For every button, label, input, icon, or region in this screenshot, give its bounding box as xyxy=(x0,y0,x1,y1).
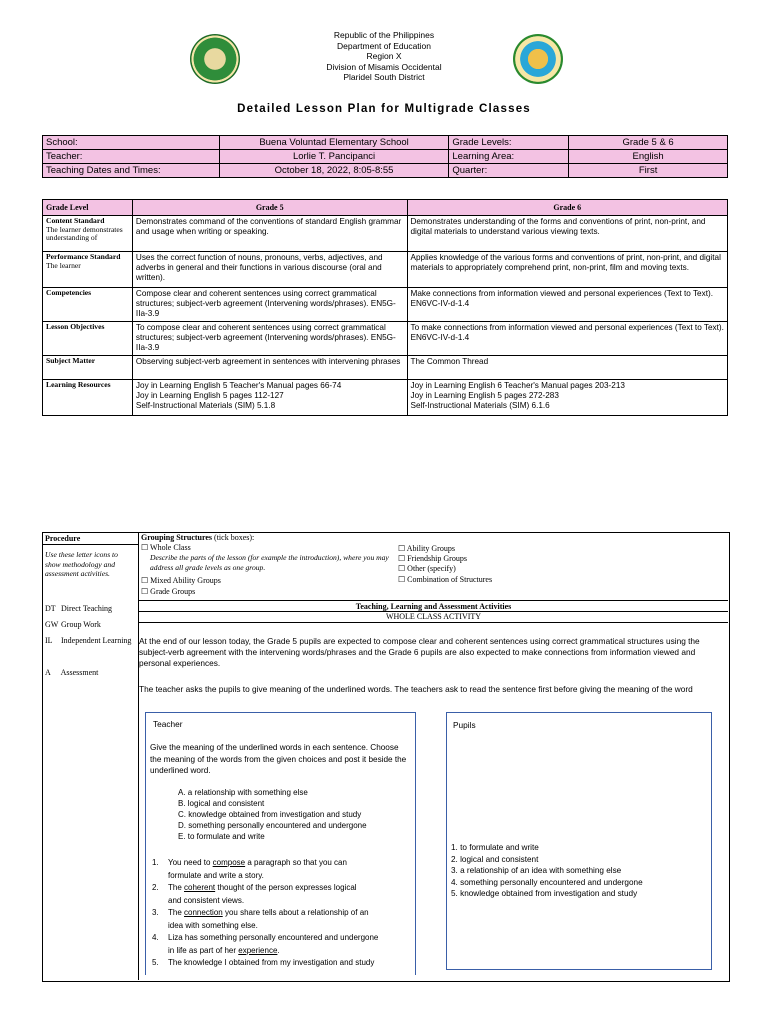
teacher-instructions: Give the meaning of the underlined words in each sentence. Choose the meaning of the words from the given choices and post it beside the underlined word. xyxy=(150,743,407,775)
choice-item: A. a relationship with something else xyxy=(178,788,308,797)
procedure-sidebar xyxy=(42,532,139,980)
row-label: Lesson Objectives xyxy=(43,322,133,356)
table-row xyxy=(43,216,728,252)
quarter-value: First xyxy=(569,164,728,178)
teacher-value: Lorlie T. Pancipanci xyxy=(219,150,449,164)
header-line: Division of Misamis Occidental xyxy=(326,61,442,72)
table-row xyxy=(43,288,728,322)
grade5-cell: Observing subject-verb agreement in sentences with intervening phrases xyxy=(132,356,407,380)
answer-item: 5. knowledge obtained from investigation and study xyxy=(451,889,638,898)
list-item: 4. Liza has something personally encountered and undergone xyxy=(152,933,379,942)
grade6-cell: Demonstrates understanding of the forms and conventions of print, non-print, and digital materials to understand various viewing texts. xyxy=(407,216,728,252)
learning-area-value: English xyxy=(569,150,728,164)
row-label: Learning Resources xyxy=(43,380,133,416)
list-item: 5. The knowledge I obtained from my investigation and study xyxy=(152,958,375,967)
document-title: Detailed Lesson Plan for Multigrade Classes xyxy=(237,103,531,115)
header-line: Republic of the Philippines xyxy=(333,30,435,40)
table-row xyxy=(43,252,728,288)
list-item-continuation: formulate and write a story. xyxy=(168,870,264,880)
choice-item: E. to formulate and write xyxy=(178,832,265,841)
school-label: School: xyxy=(43,136,220,150)
procedure-title: Procedure xyxy=(45,534,81,543)
table-row xyxy=(43,380,728,416)
divider xyxy=(138,622,728,623)
choice-item: B. logical and consistent xyxy=(178,799,265,808)
list-item: 2. The coherent thought of the person expresses logical xyxy=(152,883,357,892)
header-line: Region X xyxy=(366,51,402,61)
grade-levels-value: Grade 5 & 6 xyxy=(569,136,728,150)
sentence-list xyxy=(152,857,414,973)
divider xyxy=(42,544,138,545)
dates-label: Teaching Dates and Times: xyxy=(43,164,220,178)
grade5-cell: Compose clear and coherent sentences using correct grammatical structures; subject-verb agreement (Intervening words/phrases). EN5G-IIa-3.9 xyxy=(132,288,407,322)
checkbox-ability-groups[interactable]: ☐ Ability Groups xyxy=(398,544,455,553)
pupils-answers xyxy=(451,842,707,900)
legend-group-work: GW Group Work xyxy=(45,620,101,629)
procedure-note: Use these letter icons to show methodology and assessment activities. xyxy=(45,550,118,578)
header-line: Department of Education xyxy=(336,40,432,51)
grade6-header: Grade 6 xyxy=(407,200,728,216)
table-row xyxy=(43,136,728,150)
grade-standards-table xyxy=(42,199,728,416)
school-info-table xyxy=(42,135,728,178)
row-label: Subject Matter xyxy=(43,356,133,380)
table-row xyxy=(43,164,728,178)
list-item: 1. You need to compose a paragraph so that you can xyxy=(152,858,347,867)
instruction-paragraph: The teacher asks the pupils to give meaning of the underlined words. The teachers ask to read the sentence first before giving the meaning of the word xyxy=(139,684,693,694)
row-label: Competencies xyxy=(43,288,133,322)
row-label: Performance Standard The learner xyxy=(43,252,133,288)
document-header xyxy=(250,30,518,83)
dates-value: October 18, 2022, 8:05-8:55 xyxy=(219,164,449,178)
lesson-intro-paragraph: At the end of our lesson today, the Grade 5 pupils are expected to compose clear and coherent sentences using correct grammatical structures using the subject-verb agreement with the intervening words/phrases and the Grade 6 pupils are also expected to make connections from information viewed and personal experiences. xyxy=(139,636,700,668)
checkbox-whole-class[interactable]: ☐ Whole Class xyxy=(141,543,191,552)
teacher-panel-heading: Teacher xyxy=(153,719,183,729)
pupils-panel xyxy=(446,712,712,970)
grade-levels-label: Grade Levels: xyxy=(449,136,569,150)
grade5-cell: Joy in Learning English 5 Teacher's Manual pages 66-74 Joy in Learning English 5 pages 112-127 Self-Instructional Materials (SIM) 5.1.8 xyxy=(132,380,407,416)
grade6-cell: Joy in Learning English 6 Teacher's Manual pages 203-213 Joy in Learning English 5 pages 272-283 Self-Instructional Materials (SIM) 6.1.6 xyxy=(407,380,728,416)
divider xyxy=(138,600,728,601)
grade6-cell: To make connections from information viewed and personal experiences (Text to Text). EN6VC-IV-d-1.4 xyxy=(407,322,728,356)
choices-list xyxy=(178,787,367,842)
whole-class-description: Describe the parts of the lesson (for example the introduction), where you may address all grade levels as one group. xyxy=(150,553,389,572)
table-header-row xyxy=(43,200,728,216)
whole-class-activity-heading: WHOLE CLASS ACTIVITY xyxy=(385,612,482,621)
legend-direct-teaching: DT Direct Teaching xyxy=(45,604,113,613)
list-item-continuation: and consistent views. xyxy=(168,895,245,905)
grade5-header: Grade 5 xyxy=(132,200,407,216)
answer-item: 3. a relationship of an idea with something else xyxy=(451,866,622,875)
grade6-cell: Applies knowledge of the various forms and conventions of print, non-print, and digital materials to appropriately comprehend print, non-print, film and moving texts. xyxy=(407,252,728,288)
answer-item: 4. something personally encountered and undergone xyxy=(451,877,643,887)
deped-division-seal-logo xyxy=(513,34,563,84)
list-item-continuation: in life as part of her experience. xyxy=(168,945,280,955)
tla-heading: Teaching, Learning and Assessment Activities xyxy=(355,602,512,611)
pupils-panel-heading: Pupils xyxy=(453,720,476,730)
answer-item: 1. to formulate and write xyxy=(451,843,539,852)
school-seal-logo xyxy=(190,34,240,84)
grade-level-header: Grade Level xyxy=(43,200,133,216)
grouping-structures-heading: Grouping Structures (tick boxes): xyxy=(141,533,255,542)
grade5-cell: To compose clear and coherent sentences using correct grammatical structures; subject-verb agreement (Intervening words/phrases). EN5G-IIa-3.9 xyxy=(132,322,407,356)
checkbox-other[interactable]: ☐ Other (specify) xyxy=(398,564,456,573)
checkbox-friendship-groups[interactable]: ☐ Friendship Groups xyxy=(398,554,467,563)
school-value: Buena Voluntad Elementary School xyxy=(219,136,449,150)
checkbox-grade-groups[interactable]: ☐ Grade Groups xyxy=(141,587,196,596)
grade5-cell: Uses the correct function of nouns, pronouns, verbs, adjectives, and adverbs in general and their functions in various discourse (oral and written). xyxy=(132,252,407,288)
legend-assessment: A Assessment xyxy=(45,668,99,677)
choice-item: C. knowledge obtained from investigation and study xyxy=(178,810,362,819)
choice-item: D. something personally encountered and undergone xyxy=(178,821,367,830)
checkbox-combination[interactable]: ☐ Combination of Structures xyxy=(398,575,493,584)
table-row xyxy=(43,322,728,356)
checkbox-mixed-ability-groups[interactable]: ☐ Mixed Ability Groups xyxy=(141,576,221,585)
header-line: Plaridel South District xyxy=(343,72,425,82)
list-item-continuation: idea with something else. xyxy=(168,920,258,930)
grade6-cell: Make connections from information viewed and personal experiences (Text to Text). EN6VC-IV-d-1.4 xyxy=(407,288,728,322)
table-row xyxy=(43,150,728,164)
quarter-label: Quarter: xyxy=(449,164,569,178)
learning-area-label: Learning Area: xyxy=(449,150,569,164)
legend-independent-learning: IL Independent Learning xyxy=(45,636,132,645)
table-row xyxy=(43,356,728,380)
teacher-label: Teacher: xyxy=(43,150,220,164)
row-label: Content Standard The learner demonstrates understanding of xyxy=(43,216,133,252)
grade6-cell: The Common Thread xyxy=(407,356,728,380)
grade5-cell: Demonstrates command of the conventions of standard English grammar and usage when writing or speaking. xyxy=(132,216,407,252)
list-item: 3. The connection you share tells about a relationship of an xyxy=(152,908,369,917)
answer-item: 2. logical and consistent xyxy=(451,854,539,864)
